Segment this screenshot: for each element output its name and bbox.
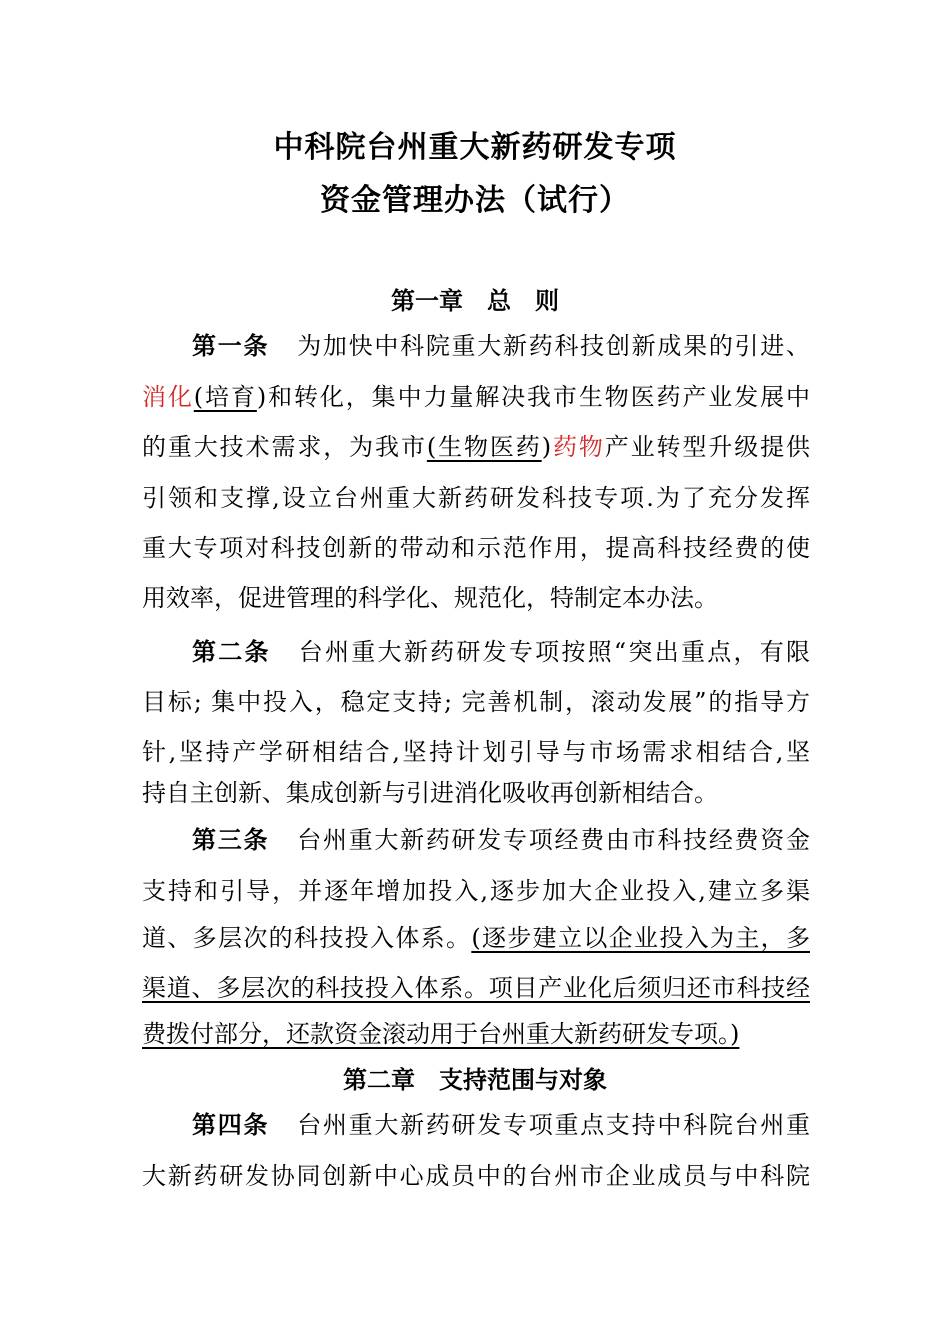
article-3-text: 台州重大新药研发专项经费由市科技经费资金 xyxy=(297,826,811,854)
deleted-text-underlined: (生物医药 xyxy=(426,433,542,461)
article-1-text: )和转化，集中力量解决我市生物医药产业发展中 xyxy=(256,383,810,411)
article-3-text: 道、多层次的科技投入体系。 xyxy=(142,924,472,952)
article-1-line-2 xyxy=(142,377,810,417)
article-3-line-4: 渠道、多层次的科技投入体系。项目产业化后须归还市科技经 xyxy=(142,974,810,1002)
article-3-line-3 xyxy=(142,918,810,958)
article-1-text: 的重大技术需求，为我市 xyxy=(142,433,427,461)
article-1-line-5: 重大专项对科技创新的带动和示范作用，提高科技经费的使 xyxy=(142,534,810,562)
article-3-line-5: 费拨付部分，还款资金滚动用于台州重大新药研发专项。) xyxy=(142,1020,740,1048)
article-3-line-1 xyxy=(192,820,810,860)
article-4-line-1 xyxy=(192,1105,810,1145)
article-2-line-1 xyxy=(192,632,810,672)
document-title-line1: 中科院台州重大新药研发专项 xyxy=(273,130,677,165)
article-1-line-6: 用效率，促进管理的科学化、规范化，特制定本办法。 xyxy=(142,584,718,612)
article-1-line-4: 引领和支撑,设立台州重大新药研发科技专项.为了充分发挥 xyxy=(142,484,810,512)
article-2-line-2: 目标; 集中投入，稳定支持; 完善机制，滚动发展”的指导方 xyxy=(142,688,810,716)
chapter-heading-1: 第一章 总 则 xyxy=(391,287,559,315)
article-1-line-1 xyxy=(192,326,810,366)
article-4-label: 第四条 xyxy=(192,1111,270,1139)
article-2-label: 第二条 xyxy=(192,638,271,666)
document-title-line2: 资金管理办法（试行） xyxy=(320,183,630,218)
article-2-line-3: 针,坚持产学研相结合,坚持计划引导与市场需求相结合,坚 xyxy=(142,738,810,766)
article-1-label: 第一条 xyxy=(192,332,270,360)
deleted-text-underlined: (培育 xyxy=(193,383,257,411)
deleted-text-underlined: (逐步建立以企业投入为主，多 xyxy=(471,924,810,952)
article-4-text: 台州重大新药研发专项重点支持中科院台州重 xyxy=(297,1111,811,1139)
chapter-heading-2: 第二章 支持范围与对象 xyxy=(343,1066,607,1094)
article-4-line-2: 大新药研发协同创新中心成员中的台州市企业成员与中科院 xyxy=(142,1162,810,1190)
article-1-text: ) xyxy=(541,433,552,461)
article-2-line-4: 持自主创新、集成创新与引进消化吸收再创新相结合。 xyxy=(142,779,718,807)
article-3-label: 第三条 xyxy=(192,826,270,854)
article-2-text: 台州重大新药研发专项按照“突出重点，有限 xyxy=(298,638,810,666)
article-3-line-2: 支持和引导，并逐年增加投入,逐步加大企业投入,建立多渠 xyxy=(142,877,810,905)
article-1-text: 为加快中科院重大新药科技创新成果的引进、 xyxy=(297,332,811,360)
article-1-line-3 xyxy=(142,427,810,467)
inserted-text-red: 药物 xyxy=(551,433,605,461)
article-1-text: 产业转型升级提供 xyxy=(604,433,811,461)
inserted-text-red: 消化 xyxy=(142,383,194,411)
